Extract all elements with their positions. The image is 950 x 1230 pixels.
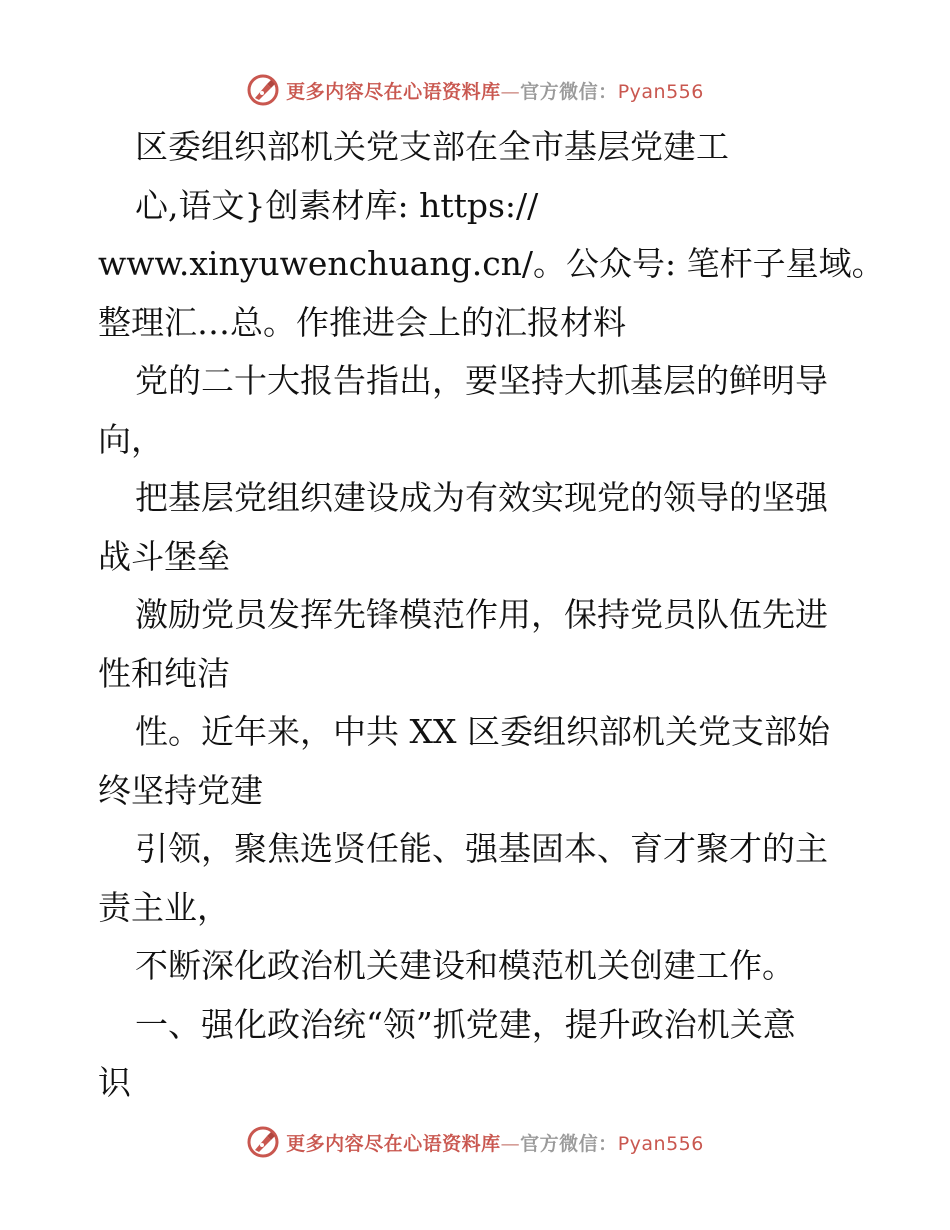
paragraph-line: 向， [98, 419, 164, 459]
watermark-wechat-id: Pyan556 [617, 1132, 704, 1155]
watermark-content [246, 1125, 704, 1159]
paragraph-line: 终坚持党建 [98, 770, 263, 810]
paragraph-line: 引领，聚焦选贤任能、强基固本、育才聚才的主 [135, 829, 828, 868]
paragraph-line: www.xinyuwenchuang.cn/。公众号: 笔杆子星域。 [98, 244, 885, 283]
paragraph-line: 一、强化政治统“领”抓党建，提升政治机关意 [135, 1004, 796, 1044]
document-body [98, 118, 885, 1113]
pen-nib-logo-icon [246, 1125, 280, 1159]
header-watermark [0, 68, 950, 112]
paragraph-line: 识 [98, 1063, 131, 1102]
footer-watermark [0, 1120, 950, 1164]
paragraph-line: 心,语文}创素材库: https:// [135, 185, 539, 225]
paragraph-line: 性和纯洁 [98, 653, 230, 693]
paragraph-line: 区委组织部机关党支部在全市基层党建工 [135, 127, 729, 166]
watermark-text [286, 1129, 704, 1156]
watermark-wechat-id: Pyan556 [617, 80, 704, 103]
paragraph-line: 把基层党组织建设成为有效实现党的领导的坚强 [135, 478, 828, 517]
paragraph-line: 激励党员发挥先锋模范作用，保持党员队伍先进 [135, 595, 828, 634]
watermark-wechat-label: 官方微信： [520, 80, 618, 103]
paragraph-line: 性。近年来，中共 XX 区委组织部机关党支部始 [135, 712, 830, 751]
watermark-dash: — [500, 80, 521, 103]
watermark-slogan: 更多内容尽在心语资料库 [286, 80, 501, 103]
watermark-text [286, 77, 704, 104]
watermark-dash: — [500, 1132, 521, 1155]
watermark-content [246, 73, 704, 107]
pen-nib-logo-icon [246, 73, 280, 107]
paragraph-line: 不断深化政治机关建设和模范机关创建工作。 [135, 946, 795, 985]
paragraph-line: 战斗堡垒 [98, 536, 230, 576]
watermark-slogan: 更多内容尽在心语资料库 [286, 1132, 501, 1155]
paragraph-line: 整理汇…总。作推进会上的汇报材料 [98, 302, 626, 342]
paragraph-line: 党的二十大报告指出，要坚持大抓基层的鲜明导 [135, 361, 828, 400]
watermark-wechat-label: 官方微信： [520, 1132, 618, 1155]
paragraph-line: 责主业， [98, 887, 230, 927]
